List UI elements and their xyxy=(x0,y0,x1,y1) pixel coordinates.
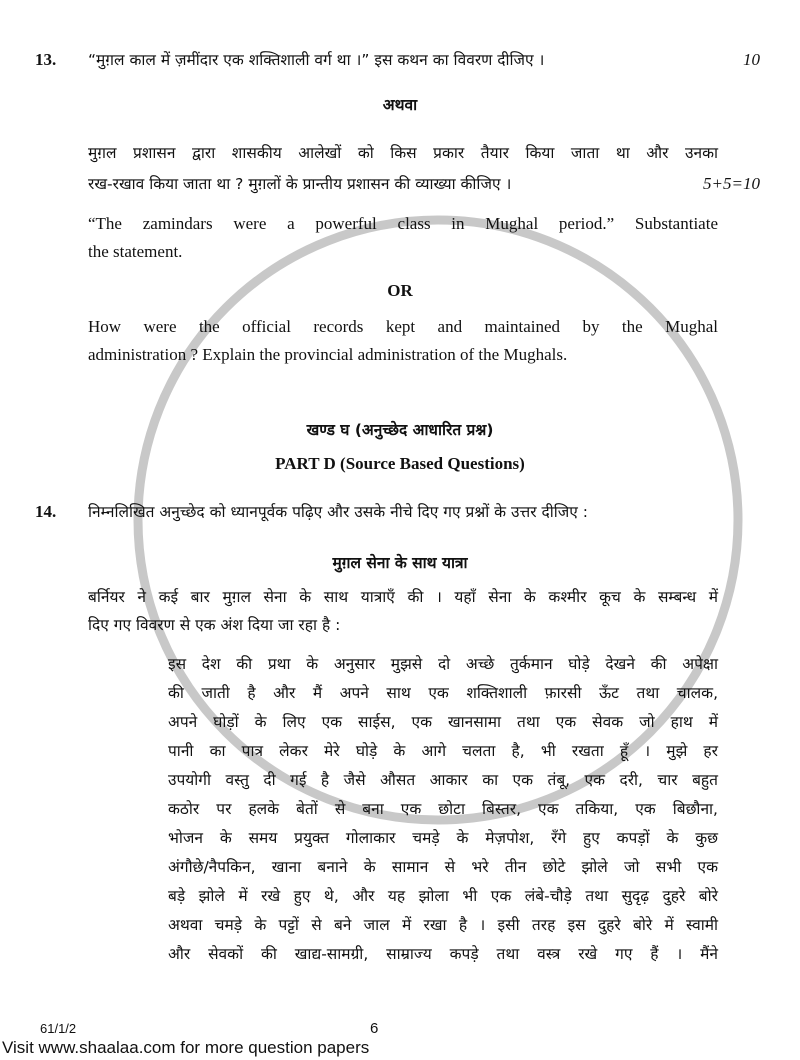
question-14 xyxy=(35,498,718,969)
alt-marks: 5+5=10 xyxy=(703,174,760,193)
passage xyxy=(168,650,718,969)
alt-question-english: How were the official records kept and maintained by the Mughal xyxy=(88,317,718,336)
passage-line: इस देश की प्रथा के अनुसार मुझसे दो अच्छे तुर्कमान घोड़े देखने की अपेक्षा xyxy=(168,655,718,673)
passage-title: मुग़ल सेना के साथ यात्रा xyxy=(332,554,468,572)
passage-line: अपने घोड़ों के लिए एक साईस, एक खानसामा तथा एक सेवक जो हाथ में xyxy=(168,713,718,731)
passage-line: पानी का पात्र लेकर मेरे घोड़े के आगे चलता है, भी रखता हूँ । मुझे हर xyxy=(168,742,718,760)
instruction: निम्नलिखित अनुच्छेद को ध्यानपूर्वक पढ़िए और उसके नीचे दिए गए प्रश्नों के उत्तर दीजिए : xyxy=(88,503,588,521)
question-text-hindi: “मुग़ल काल में ज़मींदार एक शक्तिशाली वर्ग था ।” इस कथन का विवरण दीजिए । xyxy=(88,51,545,69)
question-13 xyxy=(35,46,760,369)
passage-line: बड़े झोले में रखे हुए थे, और यह झोला भी एक लंबे-चौड़े तथा सुदृढ़ दुहरे बोरे xyxy=(168,887,718,905)
part-d-english: PART D (Source Based Questions) xyxy=(275,454,525,473)
alt-question-line: रख-रखाव किया जाता था ? मुग़लों के प्रान्तीय प्रशासन की व्याख्या कीजिए । xyxy=(88,175,512,193)
intro-line: दिए गए विवरण से एक अंश दिया जा रहा है : xyxy=(88,616,341,634)
part-d-heading xyxy=(88,416,718,478)
question-text-english: “The zamindars were a powerful class in Mughal period.” Substantiate xyxy=(88,214,718,233)
passage-line: कठोर पर हलके बेतों से बना एक छोटा बिस्तर, एक तकिया, एक बिछौना, xyxy=(168,800,718,818)
passage-line: उपयोगी वस्तु दी गई है जैसे औसत आकार का एक तंबू, एक दरी, चार बहुत xyxy=(168,771,718,789)
part-d-hindi: खण्ड घ (अनुच्छेद आधारित प्रश्न) xyxy=(306,421,494,439)
page-number: 6 xyxy=(370,1020,379,1037)
visit-link[interactable]: Visit www.shaalaa.com for more question papers xyxy=(2,1038,370,1057)
question-text-english: the statement. xyxy=(88,242,183,261)
passage-line: अथवा चमड़े के पट्टों से बने जाल में रखा है । इसी तरह इस दुहरे बोरे में स्वामी xyxy=(168,916,718,934)
question-number: 13. xyxy=(35,50,57,69)
alt-question-english: administration ? Explain the provincial administration of the Mughals. xyxy=(88,345,568,364)
paper-code: 61/1/2 xyxy=(40,1021,77,1036)
marks: 10 xyxy=(743,50,760,69)
question-line xyxy=(35,498,718,526)
intro-line: बर्नियर ने कई बार मुग़ल सेना के साथ यात्राएँ की । यहाँ सेना के कश्मीर कूच के सम्बन्ध में xyxy=(88,588,718,606)
passage-line: और सेवकों की खाद्य-सामग्री, साम्राज्य कपड़े तथा वस्त्र रखे गए हैं । मैंने xyxy=(168,945,718,963)
question-line xyxy=(35,46,760,74)
or-hindi: अथवा xyxy=(382,96,418,114)
or-english: OR xyxy=(387,281,413,300)
passage-line: भोजन के समय प्रयुक्त गोलाकार चमड़े के मेज़पोश, रँगे हुए कपड़ों के कुछ xyxy=(168,829,718,847)
passage-line: अंगौछे/नैपकिन, खाना बनाने के सामान से भरे तीन छोटे झोले जो सभी एक xyxy=(168,858,718,876)
question-number: 14. xyxy=(35,502,57,521)
passage-line: की जाती है और मैं अपने साथ एक शक्तिशाली फ़ारसी ऊँट तथा चालक, xyxy=(168,684,718,702)
alt-question-line: मुग़ल प्रशासन द्वारा शासकीय आलेखों को किस प्रकार तैयार किया जाता था और उनका xyxy=(88,144,718,162)
alt-question-row xyxy=(88,170,760,198)
